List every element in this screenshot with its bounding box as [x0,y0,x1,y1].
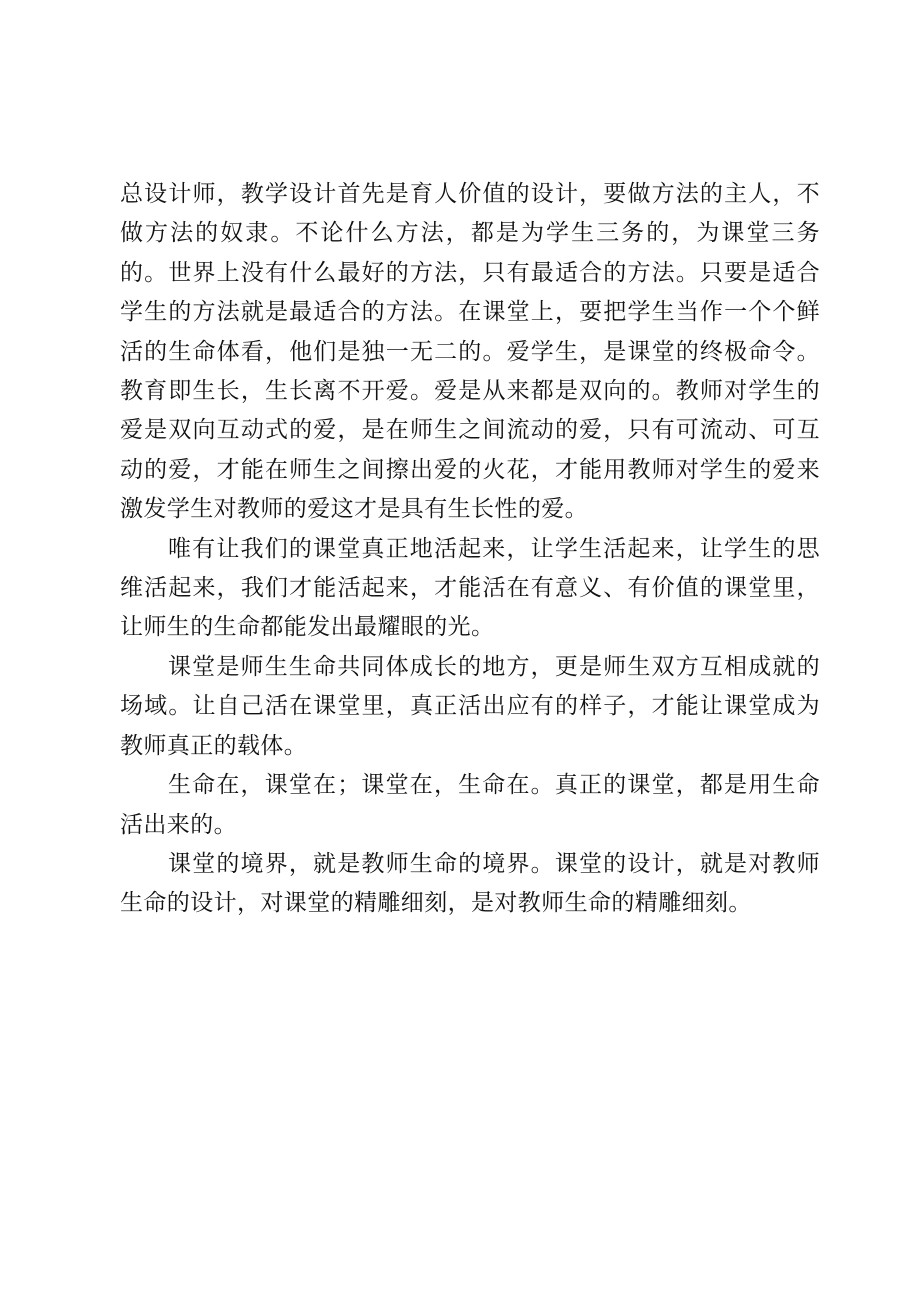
paragraph-classroom-community: 课堂是师生生命共同体成长的地方，更是师生双方互相成就的场域。让自己活在课堂里，真正活出应有的样子，才能让课堂成为教师真正的载体。 [120,653,820,759]
paragraph-continuation: 总设计师，教学设计首先是育人价值的设计，要做方法的主人，不做方法的奴隶。不论什么方法，都是为学生三务的，为课堂三务的。世界上没有什么最好的方法，只有最适合的方法。只要是适合学生的方法就是最适合的方法。在课堂上，要把学生当作一个个鲜活的生命体看，他们是独一无二的。爱学生，是课堂的终极命令。教育即生长，生长离不开爱。爱是从来都是双向的。教师对学生的爱是双向互动式的爱，是在师生之间流动的爱，只有可流动、可互动的爱，才能在师生之间擦出爱的火花，才能用教师对学生的爱来激发学生对教师的爱这才是具有生长性的爱。 [120,181,820,523]
paragraph-living-classroom: 唯有让我们的课堂真正地活起来，让学生活起来，让学生的思维活起来，我们才能活起来，才能活在有意义、有价值的课堂里，让师生的生命都能发出最耀眼的光。 [120,535,820,641]
paragraph-life-and-classroom: 生命在，课堂在；课堂在，生命在。真正的课堂，都是用生命活出来的。 [120,772,820,838]
document-body [120,175,820,924]
paragraph-classroom-realm: 课堂的境界，就是教师生命的境界。课堂的设计，就是对教师生命的设计，对课堂的精雕细刻，是对教师生命的精雕细刻。 [120,850,820,917]
